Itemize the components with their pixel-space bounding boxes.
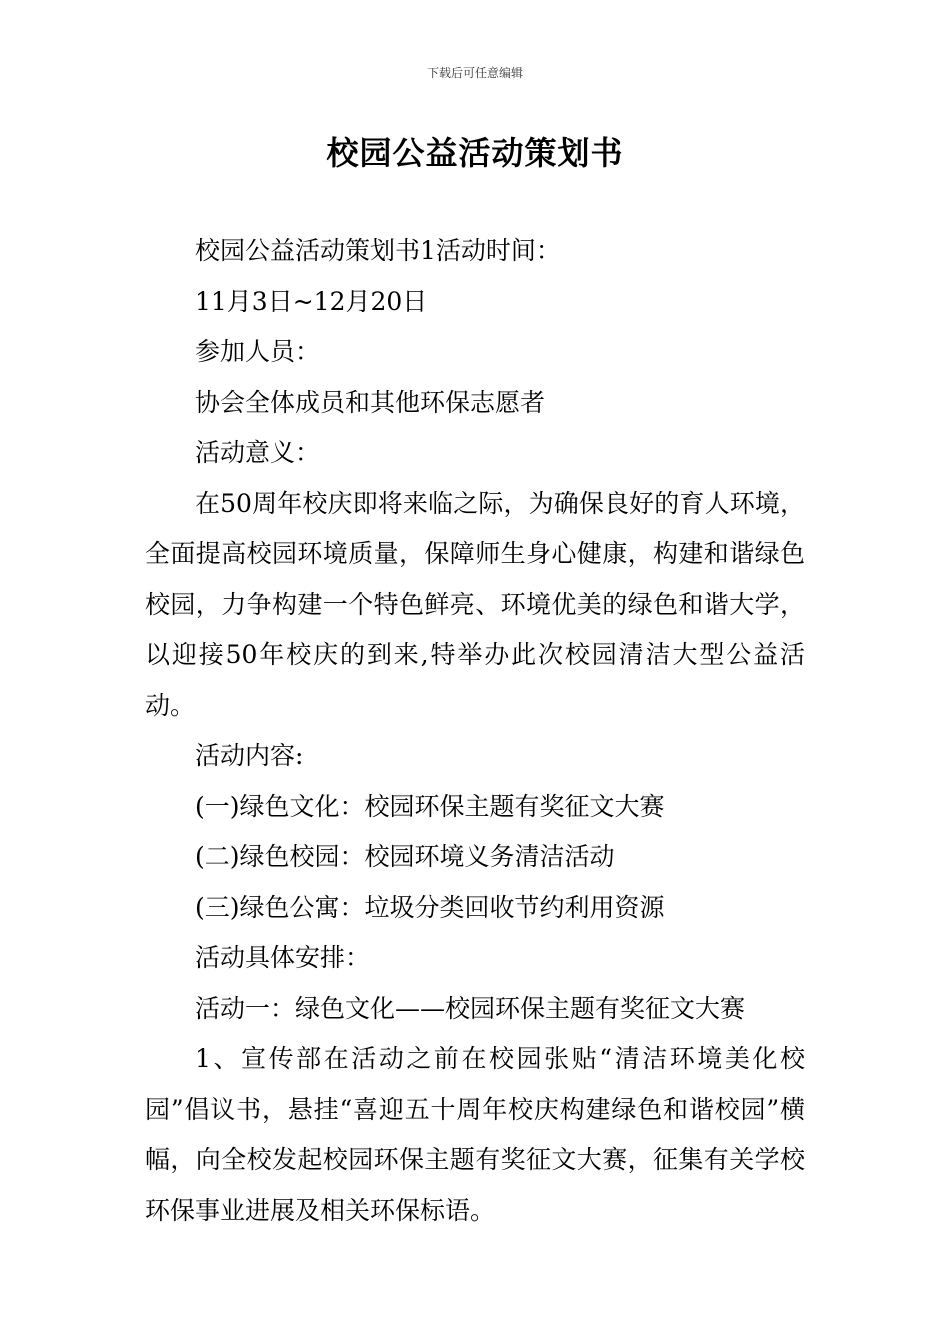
- paragraph-participants-label: 参加人员：: [195, 337, 321, 366]
- paragraph-participants: 协会全体成员和其他环保志愿者: [195, 387, 546, 417]
- paragraph-significance: 在50周年校庆即将来临之际，为确保良好的育人环境，全面提高校园环境质量，保障师生身心健康，构建和谐绿色校园，力争构建一个特色鲜亮、环境优美的绿色和谐大学，以迎接50年校庆的到来,特举办此次校园清洁大型公益活动。: [145, 488, 805, 720]
- paragraph-activity-time: 11月3日~12月20日: [195, 286, 428, 316]
- paragraph-content-label: 活动内容:: [195, 741, 304, 770]
- paragraph-activity-time-label: 校园公益活动策划书1活动时间：: [195, 236, 561, 265]
- document-title: 校园公益活动策划书: [326, 134, 624, 172]
- paragraph-content-item-2: (二)绿色校园：校园环境义务清洁活动: [195, 842, 615, 871]
- paragraph-content-item-3: (三)绿色公寓：垃圾分类回收节约利用资源: [195, 892, 665, 922]
- paragraph-step-one: 1、宣传部在活动之前在校园张贴“清洁环境美化校园”倡议书，悬挂“喜迎五十周年校庆构建绿色和谐校园”横幅，向全校发起校园环保主题有奖征文大赛，征集有关学校环保事业进展及相关环保标语。: [145, 1044, 805, 1225]
- paragraph-activity-one: 活动一：绿色文化——校园环保主题有奖征文大赛: [195, 993, 746, 1023]
- paragraph-significance-label: 活动意义：: [195, 438, 321, 467]
- document-body: [145, 226, 805, 1236]
- header-note: 下载后可任意编辑: [426, 66, 523, 80]
- paragraph-content-item-1: (一)绿色文化：校园环保主题有奖征文大赛: [195, 791, 665, 821]
- paragraph-schedule-label: 活动具体安排：: [195, 943, 371, 972]
